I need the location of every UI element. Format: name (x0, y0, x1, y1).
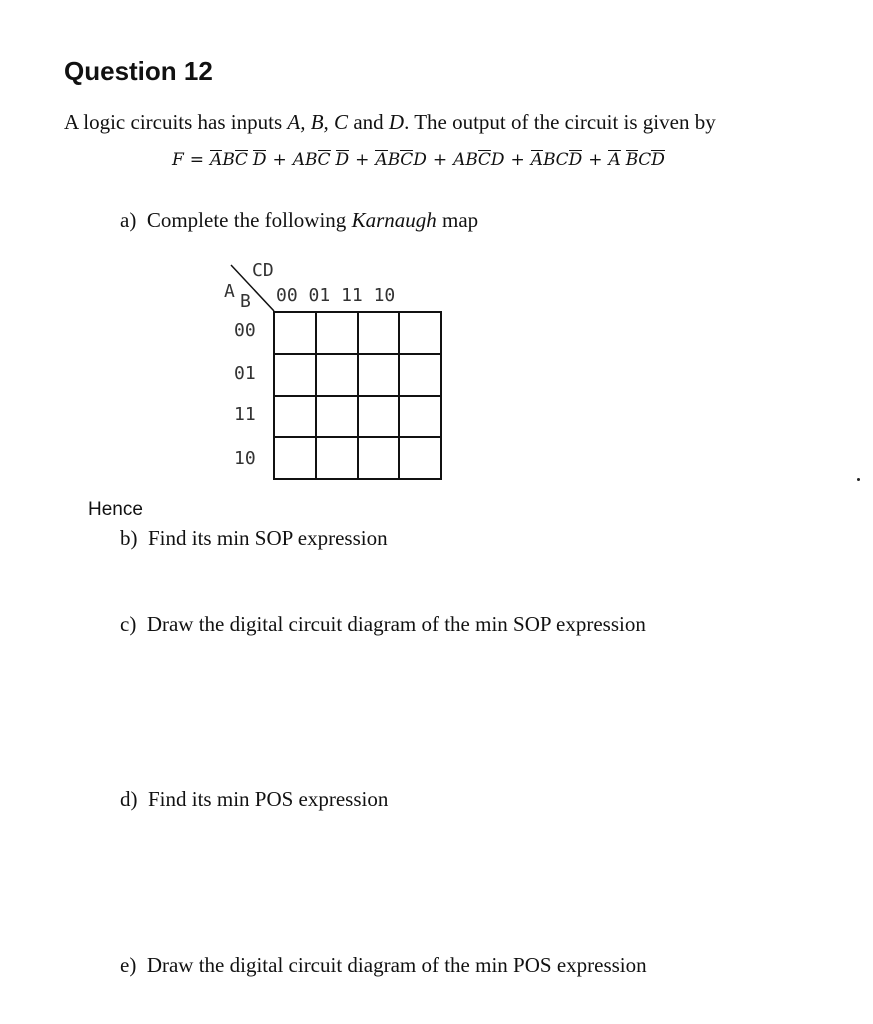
plus-sign: + (588, 149, 603, 170)
part-e (120, 953, 647, 978)
complemented-literal: A (210, 149, 223, 170)
complemented-literal: C (477, 149, 491, 170)
question-title: Question 12 (64, 56, 213, 86)
kmap-col-header: 00 (276, 285, 298, 306)
kmap-cell[interactable] (316, 396, 358, 438)
part-a (120, 208, 478, 233)
kmap-cell[interactable] (316, 354, 358, 396)
complemented-literal: C (234, 149, 248, 170)
kmap-cell[interactable] (399, 312, 441, 354)
part-text: Complete the following (146, 208, 352, 232)
literal: B (387, 149, 401, 170)
literal: D (490, 149, 505, 170)
equation-lhs: F (172, 149, 184, 170)
kmap-cell[interactable] (274, 312, 316, 354)
complemented-literal: D (651, 149, 665, 170)
part-b (120, 526, 388, 551)
intro-vars: A, B, C (287, 110, 349, 134)
literal: D (413, 149, 427, 170)
kmap-cell[interactable] (358, 437, 400, 479)
plus-sign: + (355, 149, 370, 170)
kmap-cell[interactable] (358, 354, 400, 396)
literal: B (305, 149, 318, 170)
kmap-row-var-b: B (240, 291, 251, 312)
part-label: d) (120, 787, 138, 811)
kmap-cell[interactable] (274, 437, 316, 479)
kmap-cell[interactable] (358, 312, 400, 354)
intro-part: A logic circuits has inputs (64, 110, 288, 134)
kmap-cell[interactable] (358, 396, 400, 438)
kmap-row-header: 11 (234, 404, 256, 425)
kmap-row-header: 01 (234, 363, 256, 384)
equation-term (210, 150, 266, 170)
part-text: Draw the digital circuit diagram of the min SOP expression (146, 612, 646, 636)
kmap-cell[interactable] (316, 437, 358, 479)
part-label: c) (120, 612, 137, 636)
part-label: a) (120, 208, 137, 232)
kmap-cell[interactable] (399, 437, 441, 479)
part-text: Find its min SOP expression (148, 526, 388, 550)
complemented-literal: A (530, 149, 544, 170)
kmap-cell[interactable] (274, 354, 316, 396)
literal: B (465, 149, 478, 170)
literal: A (453, 149, 466, 170)
kmap-col-headers (276, 287, 395, 305)
complemented-literal: D (252, 149, 267, 170)
part-text: map (436, 208, 479, 232)
literal: C (638, 149, 652, 170)
intro-part: and (348, 110, 389, 134)
plus-sign: + (510, 149, 525, 170)
stray-dot (857, 478, 860, 481)
part-text: Draw the digital circuit diagram of the min POS expression (146, 953, 647, 977)
part-d (120, 787, 388, 812)
intro-part: . The output of the circuit is given by (404, 110, 716, 134)
plus-sign: + (432, 149, 448, 170)
part-label: e) (120, 953, 137, 977)
complemented-literal: C (400, 149, 414, 170)
complemented-literal: D (568, 149, 583, 170)
plus-sign: + (272, 149, 287, 170)
kmap-cell[interactable] (399, 396, 441, 438)
complemented-literal: A (608, 149, 621, 170)
complemented-literal: D (335, 149, 350, 170)
kmap-col-header: 10 (373, 285, 396, 306)
equation-term (531, 150, 582, 170)
boolean-equation (172, 149, 665, 170)
kmap-row-var-a: A (224, 281, 235, 302)
equation-term (293, 150, 349, 170)
complemented-literal: C (317, 149, 331, 170)
complemented-literal: A (375, 149, 388, 170)
literal: B (543, 149, 556, 170)
literal: C (555, 149, 569, 170)
part-text: Find its min POS expression (148, 787, 389, 811)
part-label: b) (120, 526, 138, 550)
kmap-col-header: 11 (341, 285, 363, 306)
kmap-cell[interactable] (274, 396, 316, 438)
equals-sign: = (189, 149, 205, 170)
literal: B (222, 149, 235, 170)
kmap-col-var: CD (252, 260, 274, 281)
kmap-row-header: 00 (234, 320, 256, 341)
intro-var: D (388, 110, 405, 134)
part-c (120, 612, 646, 637)
literal: A (292, 149, 306, 170)
kmap-cell[interactable] (399, 354, 441, 396)
kmap-grid (273, 311, 442, 480)
equation-term (453, 150, 504, 170)
kmap-cell[interactable] (316, 312, 358, 354)
equation-term (375, 150, 426, 170)
equation-term (608, 150, 664, 170)
hence-label: Hence (88, 499, 143, 520)
part-text-italic: Karnaugh (351, 208, 437, 232)
kmap-row-header: 10 (234, 448, 256, 469)
intro-text (64, 110, 716, 135)
complemented-literal: B (625, 149, 639, 170)
kmap-col-header: 01 (308, 285, 331, 306)
